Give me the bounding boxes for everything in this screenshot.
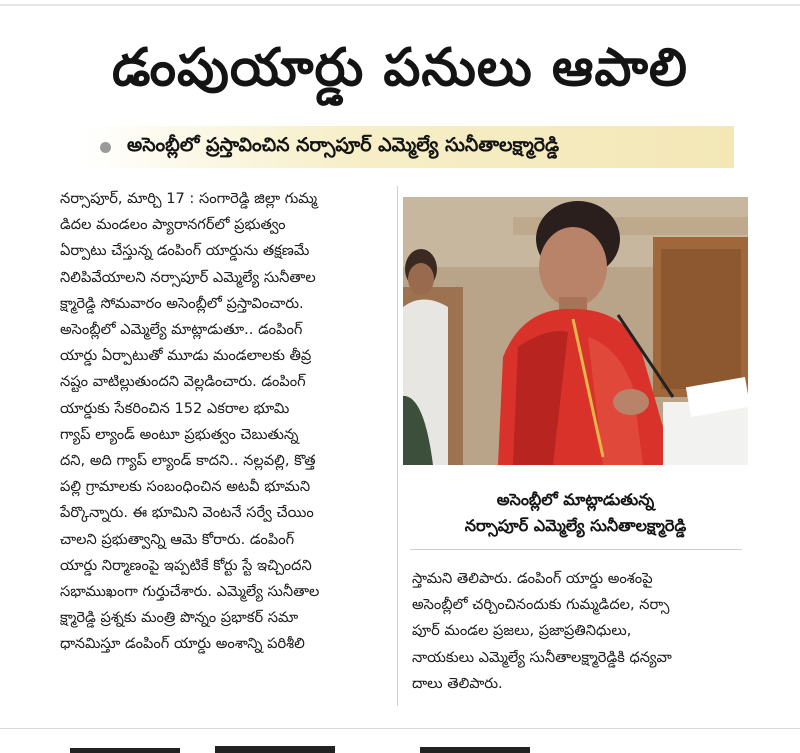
body-line: క్ష్మారెడ్డి ప్రశ్నకు మంత్రి పొన్నం ప్రభాకర్ సమా — [60, 609, 299, 627]
body-line: యార్డు నిర్మాణంపై ఇప్పటికే కోర్టు స్టే ఇచ్చిందని — [60, 556, 312, 574]
body-line: పల్లి గ్రామాలకు సంబంధించిన అటవీ భూమని — [60, 478, 311, 496]
caption-divider — [410, 549, 742, 550]
article-body-left — [60, 186, 392, 658]
body-line: ధానమిస్తూ డంపింగ్ యార్డు అంశాన్ని పరిశీలి — [60, 635, 305, 653]
body-line: అసెంబ్లీలో ఎమ్మెల్యే మాట్లాడుతూ.. డంపింగ్ — [60, 321, 303, 339]
article-photo — [403, 197, 748, 465]
speaker-photo-illustration — [403, 197, 748, 465]
cropped-headline-fragment — [0, 742, 800, 753]
body-line: దాలు తెలిపారు. — [412, 674, 503, 692]
article-body-right — [412, 566, 748, 697]
body-line: నర్సాపూర్, మార్చి 17 : సంగారెడ్డి జిల్లా గుమ్మ — [60, 190, 318, 207]
body-line: ఏర్పాటు చేస్తున్న డంపింగ్ యార్డును తక్షణమే — [60, 242, 310, 260]
body-line: అసెంబ్లీలో చర్చించినందుకు గుమ్మడిదల, నర్సా — [412, 596, 670, 614]
caption-line-2: నర్సాపూర్ ఎమ్మెల్యే సునీతాలక్ష్మారెడ్డి — [464, 516, 687, 535]
bullet-icon — [100, 142, 111, 153]
body-line: పూర్ మండల ప్రజలు, ప్రజాప్రతినిధులు, — [412, 622, 632, 640]
body-line: డిదల మండలం ప్యారానగర్‌లో ప్రభుత్వం — [60, 216, 286, 234]
body-line: నాయకులు ఎమ్మెల్యే సునీతాలక్ష్మారెడ్డికి ధన్యవా — [412, 648, 672, 666]
body-line: క్ష్మారెడ్డి సోమవారం అసెంబ్లీలో ప్రస్తావించారు. — [60, 294, 304, 312]
body-line: పేర్కొన్నారు. ఈ భూమిని వెంటనే సర్వే చేయిం — [60, 504, 314, 522]
subheadline-band — [82, 126, 734, 168]
subheadline: అసెంబ్లీలో ప్రస్తావించిన నర్సాపూర్ ఎమ్మెల్యే సునీతాలక్ష్మారెడ్డి — [127, 133, 560, 156]
body-line: చాలని ప్రభుత్వాన్ని ఆమె కోరారు. డంపింగ్ — [60, 530, 295, 548]
headline: డంపుయార్డు పనులు ఆపాలి — [111, 38, 689, 98]
body-line: గ్యాప్ ల్యాండ్ అంటూ ప్రభుత్వం చెబుతున్న — [60, 425, 299, 443]
bottom-rule — [0, 728, 800, 729]
column-divider — [397, 186, 398, 706]
next-article-fragment — [0, 740, 800, 753]
body-line: నిలిపివేయాలని నర్సాపూర్ ఎమ్మెల్యే సునీతాల — [60, 268, 316, 286]
photo-caption — [403, 487, 748, 539]
body-line: యార్డుకు సేకరించిన 152 ఎకరాల భూమి — [60, 399, 290, 417]
top-rule — [0, 4, 800, 6]
body-line: దని, అది గ్యాప్ ల్యాండ్ కాదని.. నల్లవల్లి, కొత్త — [60, 452, 316, 470]
body-line: యార్డు ఏర్పాటుతో మూడు మండలాలకు తీవ్ర — [60, 347, 312, 365]
body-line: నష్టం వాటిల్లుతుందని వెల్లడించారు. డంపింగ్ — [60, 373, 306, 391]
body-line: సభాముఖంగా గుర్తుచేశారు. ఎమ్మెల్యే సునీతాల — [60, 583, 320, 601]
caption-line-1: అసెంబ్లీలో మాట్లాడుతున్న — [496, 490, 655, 509]
body-line: స్తామని తెలిపారు. డంపింగ్ యార్డు అంశంపై — [412, 570, 653, 587]
